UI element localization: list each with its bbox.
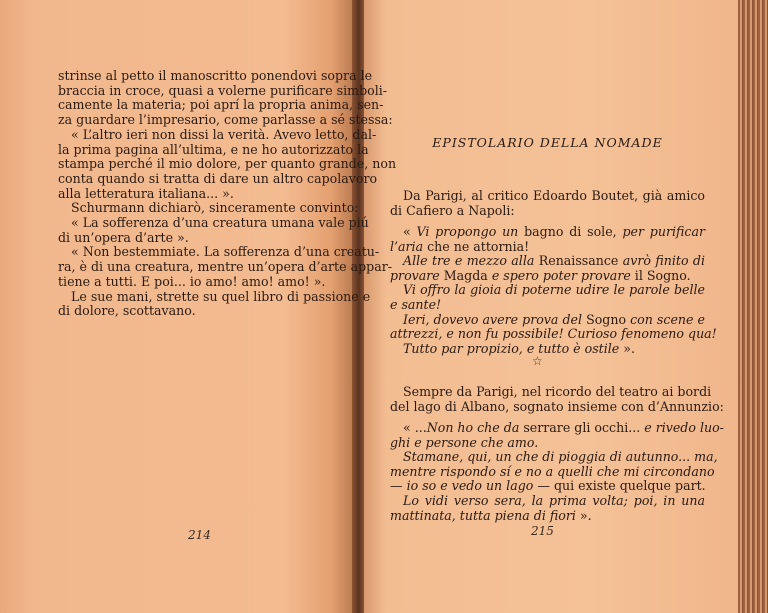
text-line <box>403 188 705 203</box>
text-run: za guardare l’impresario, come parlasse a sé stessa: <box>58 112 393 128</box>
text-run: Schurmann dichiarò, sinceramente convinto: <box>71 200 359 216</box>
chapter-title: EPISTOLARIO DELLA NOMADE <box>432 135 663 150</box>
text-run: Renaissance <box>534 253 623 269</box>
text-run: « Non bestemmiate. La sofferenza d’una creatu- <box>71 244 380 260</box>
text-run: ». <box>619 340 635 356</box>
text-line <box>58 186 330 201</box>
text-run: di dolore, scottavano. <box>58 303 196 319</box>
text-line <box>58 259 392 275</box>
text-run: stampa perché il mio dolore, per quanto grande, non <box>58 156 397 172</box>
text-run: « La sofferenza d’una creatura umana vale piú <box>71 215 369 230</box>
italic-text: e rivedo luo- <box>644 420 724 435</box>
italic-text: Alle tre e mezzo alla <box>403 253 535 269</box>
text-line <box>403 341 705 356</box>
text-line <box>390 268 705 283</box>
text-line <box>403 282 705 297</box>
text-run: Magda <box>439 267 492 283</box>
text-line <box>58 156 397 172</box>
text-line <box>58 274 330 289</box>
text-line <box>71 244 380 260</box>
italic-text: mattinata, tutta piena di fiori <box>390 507 576 523</box>
text-run: serrare gli occhi... <box>519 420 645 435</box>
text-line <box>390 463 715 479</box>
text-run: « L’altro ieri non dissi la verità. Avevo letto, dal- <box>71 126 377 142</box>
text-line <box>403 449 718 465</box>
section-separator-star: ☆ <box>532 354 543 368</box>
text-run: — qui existe quelque part. <box>533 478 706 494</box>
text-line <box>403 384 712 399</box>
text-line <box>58 112 393 128</box>
page-number-right: 215 <box>531 524 554 538</box>
text-line <box>58 170 378 186</box>
italic-text: Non ho che da <box>426 420 520 435</box>
italic-text: per purificar <box>622 224 705 239</box>
text-run: camente la materia; poi aprí la propria anima, sen- <box>58 97 384 113</box>
italic-text: provare <box>390 267 440 283</box>
italic-text: e sante! <box>390 297 442 312</box>
text-line <box>390 326 717 342</box>
text-run: di un’opera d’arte ». <box>58 229 189 245</box>
text-run: Sempre da Parigi, nel ricordo del teatro ai bordi <box>403 384 712 399</box>
text-run: che ne attornia! <box>423 238 530 254</box>
text-line <box>390 239 705 254</box>
text-line <box>58 68 373 83</box>
text-line <box>58 141 369 157</box>
text-run: Le sue mani, strette su quel libro di passione e <box>71 288 371 304</box>
text-run: Da Parigi, al critico Edoardo Boutet, già amico <box>403 188 705 203</box>
text-line <box>71 126 377 142</box>
page-edges <box>738 0 768 613</box>
text-line <box>58 82 388 98</box>
text-line <box>71 288 371 304</box>
italic-text: io so e vedo un lago <box>406 478 534 494</box>
text-run: il Sogno. <box>630 267 691 283</box>
text-line <box>58 303 330 318</box>
text-run: strinse al petto il manoscritto ponendovi sopra le <box>58 68 373 83</box>
text-run: « ... <box>403 420 427 435</box>
text-line <box>403 224 705 239</box>
italic-text: Ieri, dovevo avere prova del <box>403 311 583 327</box>
italic-text: mentre rispondo sí e no a quelli che mi circondano <box>390 463 715 479</box>
text-run: tiene a tutti. E poi... io amo! amo! amo! ». <box>58 273 326 289</box>
text-run: bagno di sole, <box>518 224 623 239</box>
text-line <box>403 420 724 435</box>
text-line <box>58 97 384 113</box>
italic-text: Vi propongo un <box>416 224 519 239</box>
text-run: braccia in croce, quasi a volerne purificare simboli- <box>58 82 388 98</box>
page-number-left: 214 <box>188 528 211 542</box>
text-line <box>390 435 705 450</box>
italic-text: e spero poter provare <box>491 267 631 283</box>
italic-text: con scene e <box>630 311 705 327</box>
text-run: — <box>390 478 407 494</box>
italic-text: Stamane, qui, un che di pioggia di autunno... ma, <box>403 449 718 465</box>
text-line <box>390 297 705 312</box>
text-run: conta quando si tratta di dare un altro capolavoro <box>58 170 378 186</box>
italic-text: Lo vidi verso sera, la prima volta; poi, in una <box>403 493 705 508</box>
text-line <box>403 493 705 508</box>
text-line <box>390 398 724 414</box>
text-line <box>71 200 359 216</box>
italic-text: l’aria <box>390 238 424 254</box>
text-run: la prima pagina all’ultima, e ne ho autorizzato la <box>58 141 369 157</box>
text-line <box>390 508 705 523</box>
text-run: del lago di Albano, sognato insieme con d’Annunzio: <box>390 398 724 414</box>
text-line <box>403 312 705 327</box>
text-run: alla letteratura italiana... ». <box>58 185 234 201</box>
text-run: di Cafiero a Napoli: <box>390 202 515 218</box>
text-run: ». <box>575 507 592 523</box>
text-line <box>71 215 369 230</box>
text-run: « <box>403 224 417 239</box>
text-line <box>390 478 705 493</box>
italic-text: avrò finito di <box>622 253 705 269</box>
text-run: Sogno <box>582 311 631 327</box>
text-line <box>390 203 705 218</box>
text-run: ra, è di una creatura, mentre un’opera d’arte appar- <box>58 259 392 275</box>
text-line <box>403 253 705 268</box>
italic-text: ghi e persone che amo. <box>390 434 539 450</box>
italic-text: attrezzi, e non fu possibile! Curioso fenomeno qua! <box>390 326 717 342</box>
italic-text: Tutto par propizio, e tutto è ostile <box>403 340 620 356</box>
italic-text: Vi offro la gioia di poterne udire le parole belle <box>403 282 705 298</box>
text-line <box>58 230 330 245</box>
